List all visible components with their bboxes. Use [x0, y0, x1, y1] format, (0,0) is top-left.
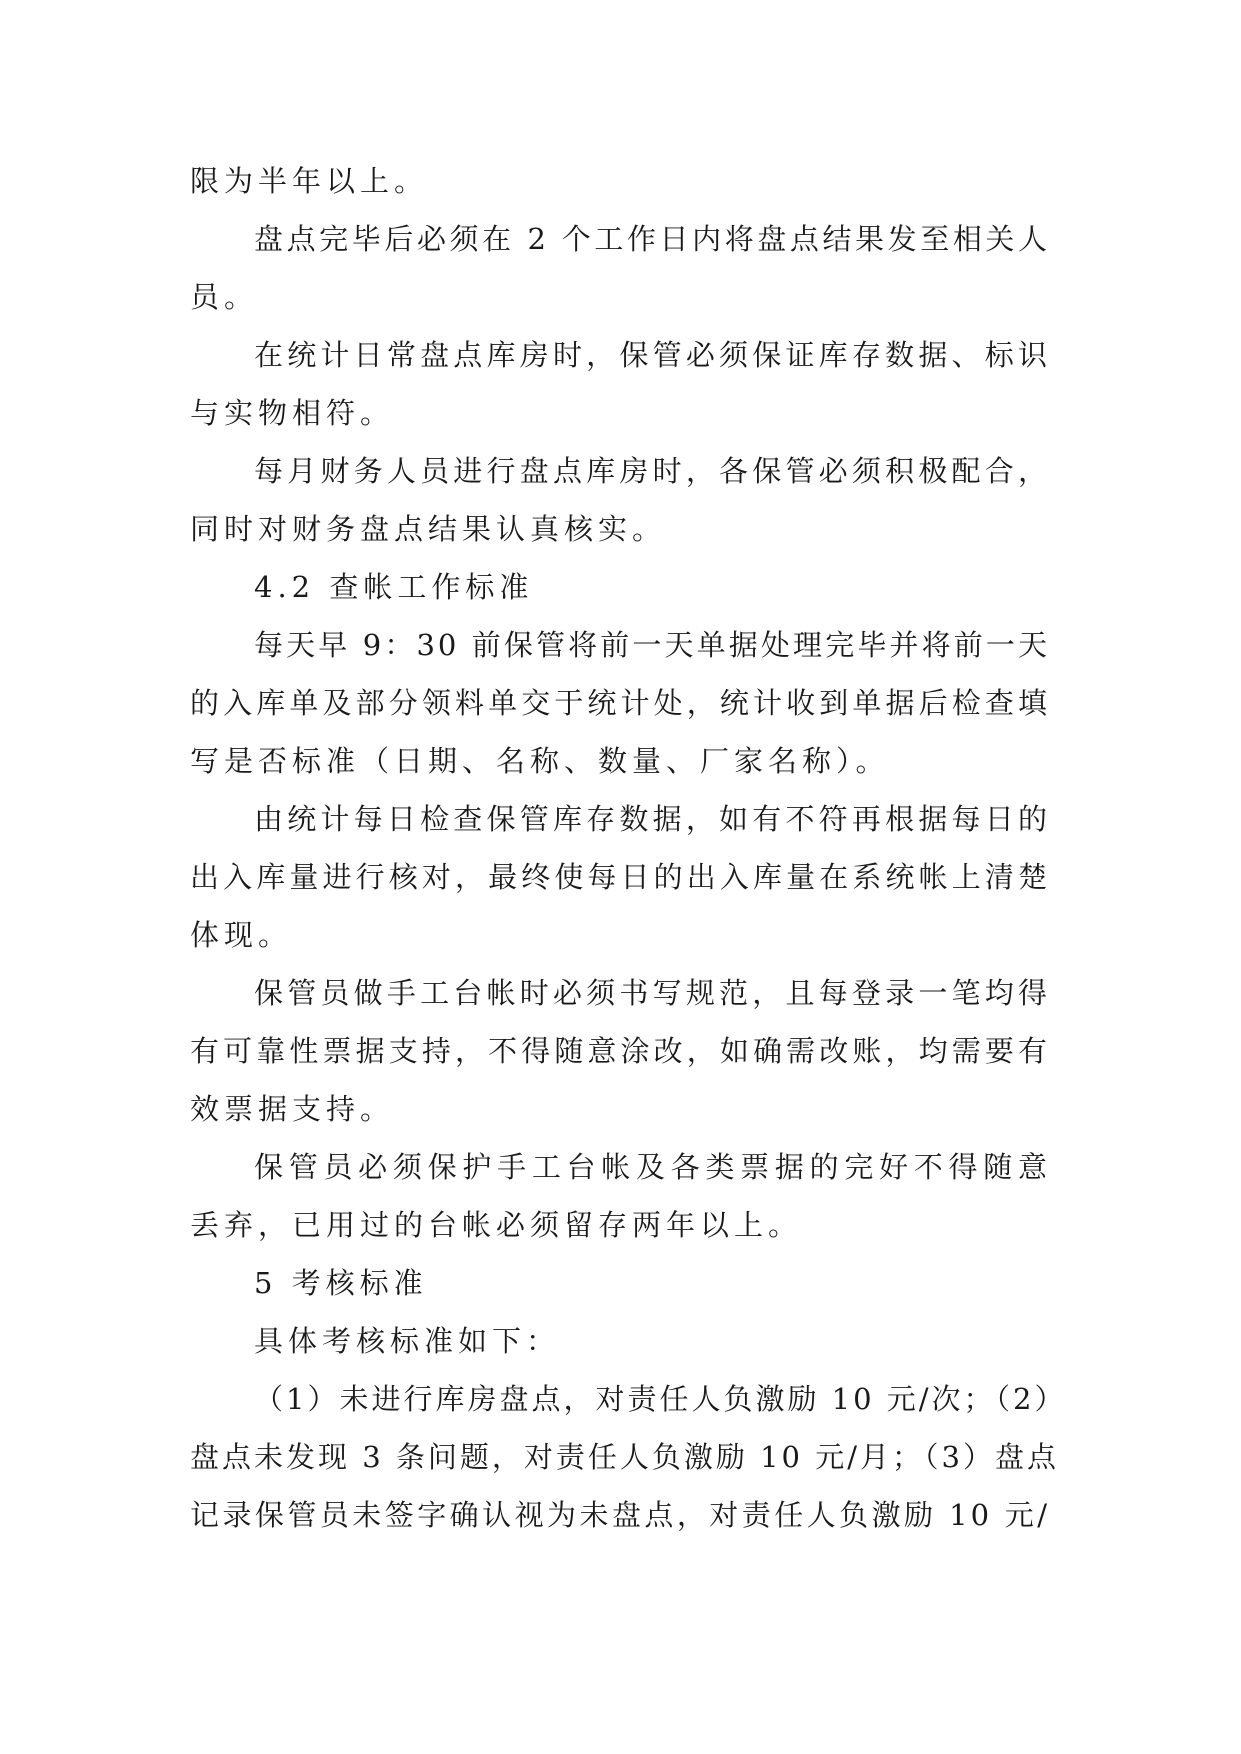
paragraph-line: 每月财务人员进行盘点库房时，各保管必须积极配合， [254, 454, 1050, 488]
paragraph-line: 写是否标准（日期、名称、数量、厂家名称）。 [190, 744, 890, 778]
section-heading: 4.2 查帐工作标准 [254, 570, 534, 604]
paragraph-line: 由统计每日检查保管库存数据，如有不符再根据每日的 [254, 802, 1050, 836]
paragraph-line: 的入库单及部分领料单交于统计处，统计收到单据后检查填 [190, 686, 1050, 720]
document-body [190, 152, 1067, 1544]
paragraph-line: 体现。 [190, 918, 293, 952]
paragraph-line: 保管员必须保护手工台帐及各类票据的完好不得随意 [254, 1150, 1050, 1184]
paragraph-line: 同时对财务盘点结果认真核实。 [190, 512, 667, 546]
paragraph-line: 记录保管员未签字确认视为未盘点，对责任人负激励 10 元/ [190, 1498, 1050, 1532]
paragraph-line: 效票据支持。 [190, 1092, 395, 1126]
paragraph-line: 在统计日常盘点库房时，保管必须保证库存数据、标识 [254, 338, 1050, 372]
paragraph-line: 每天早 9：30 前保管将前一天单据处理完毕并将前一天 [254, 628, 1050, 662]
paragraph-line: 有可靠性票据支持，不得随意涂改，如确需改账，均需要有 [190, 1034, 1050, 1068]
paragraph-line: （1）未进行库房盘点，对责任人负激励 10 元/次；（2） [254, 1382, 1067, 1416]
section-heading: 5 考核标准 [254, 1266, 428, 1300]
paragraph-line: 与实物相符。 [190, 396, 395, 430]
paragraph-line: 盘点完毕后必须在 2 个工作日内将盘点结果发至相关人 [254, 222, 1050, 256]
paragraph-line: 限为半年以上。 [190, 164, 429, 198]
paragraph-line: 丢弃，已用过的台帐必须留存两年以上。 [190, 1208, 803, 1242]
paragraph-line: 盘点未发现 3 条问题，对责任人负激励 10 元/月；（3）盘点 [190, 1440, 1059, 1474]
paragraph-line: 具体考核标准如下： [254, 1324, 561, 1358]
paragraph-line: 保管员做手工台帐时必须书写规范，且每登录一笔均得 [254, 976, 1050, 1010]
paragraph-line: 员。 [190, 280, 259, 314]
paragraph-line: 出入库量进行核对，最终使每日的出入库量在系统帐上清楚 [190, 860, 1050, 894]
